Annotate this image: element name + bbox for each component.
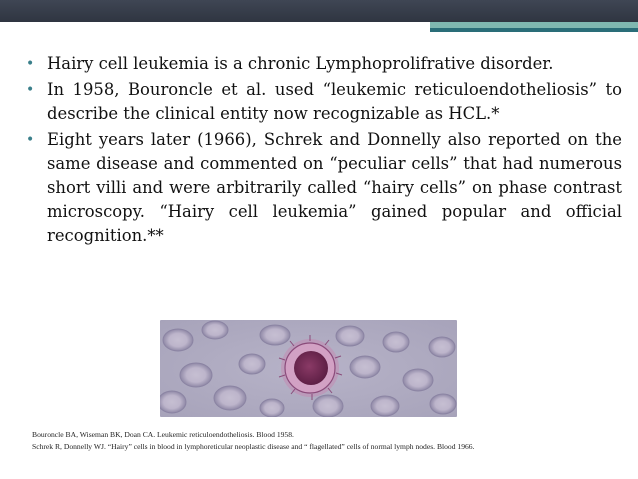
header-accent-stripe-dark (430, 28, 638, 32)
bullet-text: Eight years later (1966), Schrek and Donnelly also reported on the same disease and commented on “peculiar cells” that had numerous short villi and were arbitrarily called “hairy cells” on phase contrast microscopy. “Hairy cell leukemia” gained popular and official recognition.** (47, 130, 622, 245)
reference-item: Bouroncle BA, Wiseman BK, Doan CA. Leukemic reticuloendotheliosis. Blood 1958. (32, 430, 294, 439)
bullet-item (26, 128, 622, 248)
header-band (0, 0, 638, 22)
references (32, 429, 632, 453)
hairy-cell-micrograph-image (160, 320, 457, 417)
bullet-text: Hairy cell leukemia is a chronic Lymphoprolifrative disorder. (47, 54, 554, 73)
bullet-item (26, 52, 622, 76)
bullet-text: In 1958, Bouroncle et al. used “leukemic reticuloendotheliosis” to describe the clinical entity now recognizable as HCL.* (47, 80, 622, 123)
reference-item: Schrek R, Donnelly WJ. “Hairy” cells in blood in lymphoreticular neoplastic disease and “ flagellated” cells of normal lymph nodes. Blood 1966. (32, 442, 475, 451)
bullet-item (26, 78, 622, 126)
slide-body (26, 52, 622, 250)
bullet-icon: • (26, 82, 35, 98)
bullet-icon: • (26, 56, 35, 72)
bullet-icon: • (26, 132, 35, 148)
